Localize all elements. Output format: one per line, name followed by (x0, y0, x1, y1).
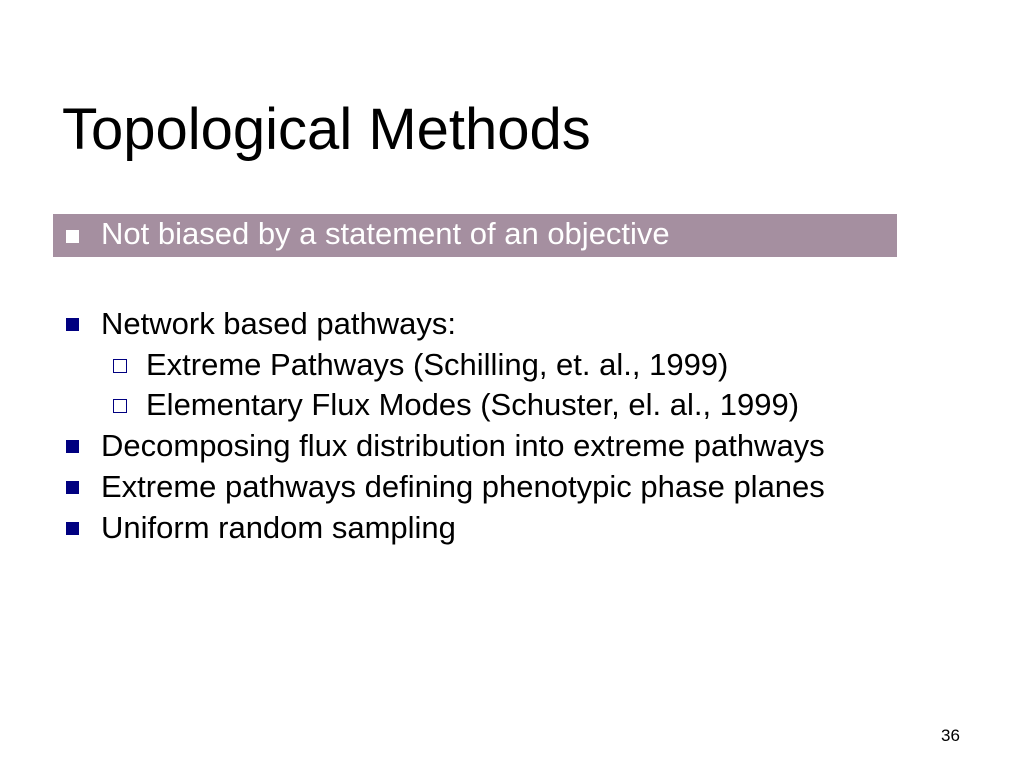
square-bullet-icon (66, 230, 79, 243)
hollow-square-bullet-icon (113, 359, 127, 373)
bullet-item-network-pathways: Network based pathways: (101, 306, 456, 341)
square-bullet-icon (66, 440, 79, 453)
square-bullet-icon (66, 318, 79, 331)
bullet-item-decomposing-flux: Decomposing flux distribution into extreme pathways (101, 428, 825, 463)
highlighted-bullet-text: Not biased by a statement of an objective (101, 216, 670, 251)
square-bullet-icon (66, 481, 79, 494)
bullet-item-uniform-sampling: Uniform random sampling (101, 510, 456, 545)
highlighted-bullet (53, 214, 897, 257)
page-number: 36 (941, 726, 960, 745)
bullet-item-phase-planes: Extreme pathways defining phenotypic phase planes (101, 469, 825, 504)
sub-item-elementary-flux-modes: Elementary Flux Modes (Schuster, el. al., 1999) (146, 387, 800, 422)
square-bullet-icon (66, 522, 79, 535)
slide-title: Topological Methods (62, 97, 591, 162)
sub-item-extreme-pathways: Extreme Pathways (Schilling, et. al., 1999) (146, 347, 729, 382)
hollow-square-bullet-icon (113, 399, 127, 413)
